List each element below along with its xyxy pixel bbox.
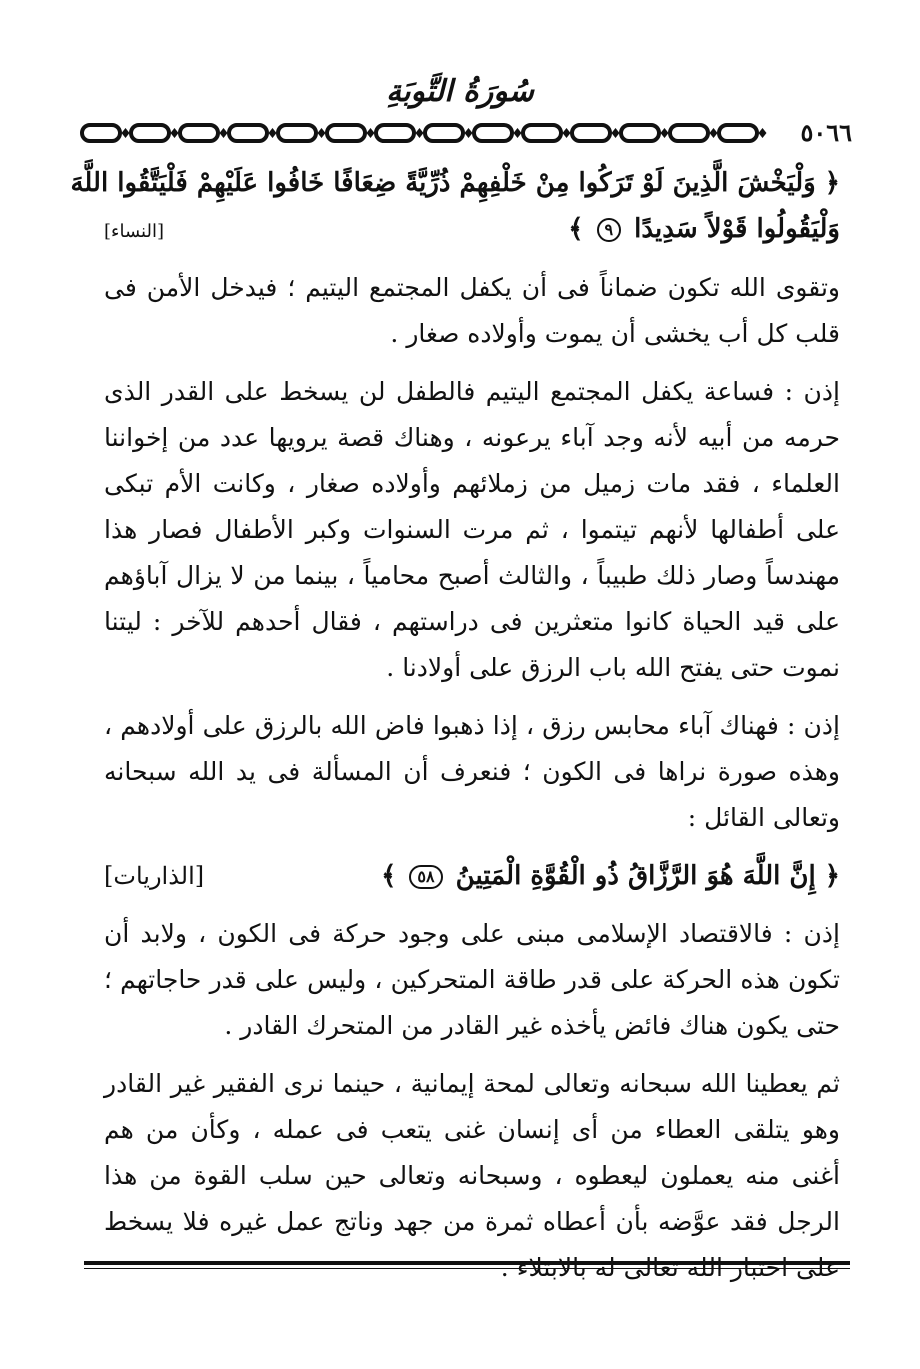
verse-nisa-line-2-row	[104, 206, 840, 255]
page-number: ٥٠٦٦	[800, 118, 852, 147]
chain-diamond	[514, 128, 522, 138]
verse-nisa-line-2-wrap	[568, 206, 840, 252]
paragraph-2: إذن : فساعة يكفل المجتمع اليتيم فالطفل لن يسخط على القدر الذى حرمه من أبيه لأنه وجد آباء يرعونه ، وهناك قصة يرويها عدد من إخواننا العلماء ، فقد مات زميل من زملائهم وأولاده صغار ، وكانت الأم تبكى على أطفالها لأنهم تيتموا ، ثم مرت السنوات وكبر الأطفال فصار هذا مهندساً وصار ذلك طبيباً ، والثالث أصبح محامياً ، بينما من لا يزال آباؤهم على قيد الحياة كانوا متعثرين فى دراستهم ، فقال أحدهم للآخر : ليتنا نموت حتى يفتح الله باب الرزق على أولادنا .	[104, 377, 840, 682]
chain-link	[278, 125, 316, 141]
chain-diamond	[612, 128, 620, 138]
chain-link	[131, 125, 169, 141]
chain-diamond	[171, 128, 179, 138]
chain-link	[425, 125, 463, 141]
verse-block-nisa	[70, 160, 840, 255]
chain-diamond	[563, 128, 571, 138]
chain-link	[82, 125, 120, 141]
footer-rule-thick	[84, 1261, 850, 1265]
chain-link	[523, 125, 561, 141]
surah-title: سُورَةُ التَّوبَةِ	[386, 74, 534, 109]
verse-dhariyat-wrap	[381, 853, 840, 899]
chain-diamond	[759, 128, 767, 138]
verse-closing-bracket: ﴾	[568, 214, 584, 244]
verse-block-dhariyat	[104, 853, 840, 899]
chain-link	[670, 125, 708, 141]
chain-diamond	[122, 128, 130, 138]
chain-diamond	[465, 128, 473, 138]
chain-link	[327, 125, 365, 141]
surah-reference-nisa: [النساء]	[104, 221, 164, 242]
ayah-number-marker: ٩	[597, 218, 622, 242]
paragraph-3: إذن : فهناك آباء محابس رزق ، إذا ذهبوا فاض الله بالرزق على أولادهم ، وهذه صورة نراها فى الكون ؛ فنعرف أن المسألة فى يد الله سبحانه وتعالى القائل :	[104, 711, 840, 832]
chain-link	[719, 125, 757, 141]
verse-closing-bracket: ﴾	[381, 861, 397, 891]
footer-rule-thin	[84, 1268, 850, 1269]
surah-reference-dhariyat: [الذاريات]	[104, 862, 205, 890]
paragraph-5: ثم يعطينا الله سبحانه وتعالى لمحة إيمانية ، حينما نرى الفقير غير القادر وهو يتلقى العطاء من أى إنسان غنى يتعب فى عمله ، وكأن من هم أغنى منه يعملون ليعطوه ، وسبحانه وتعالى حين سلب القوة من هذا الرجل فقد عوَّضه بأن أعطاه ثمرة من جهد وناتج عمل غيره فلا يسخط	[104, 1069, 840, 1236]
chain-diamond	[710, 128, 718, 138]
chain-ornament	[78, 120, 778, 146]
chain-diamond	[269, 128, 277, 138]
chain-link	[229, 125, 267, 141]
verse-dhariyat-text: ﴿ إِنَّ اللَّهَ هُوَ الرَّزَّاقُ ذُو الْقُوَّةِ الْمَتِينُ	[455, 861, 840, 891]
footer-rule	[84, 1261, 850, 1269]
chain-link	[621, 125, 659, 141]
chain-diamond	[220, 128, 228, 138]
chain-link	[572, 125, 610, 141]
chain-diamond	[661, 128, 669, 138]
verse-nisa-line-1: ﴿ وَلْيَخْشَ الَّذِينَ لَوْ تَرَكُوا مِنْ خَلْفِهِمْ ذُرِّيَّةً ضِعَافًا خَافُوا عَلَيْهِمْ فَلْيَتَّقُوا اللَّهَ	[70, 168, 840, 198]
verse-nisa-line-2: وَلْيَقُولُوا قَوْلاً سَدِيدًا	[634, 214, 840, 244]
chain-link	[474, 125, 512, 141]
ayah-number-marker: ٥٨	[409, 865, 442, 889]
chain-diamond	[318, 128, 326, 138]
chain-diamond	[416, 128, 424, 138]
header-band	[78, 120, 852, 146]
chain-link	[376, 125, 414, 141]
page-content	[70, 160, 840, 1303]
paragraph-4: إذن : فالاقتصاد الإسلامى مبنى على وجود حركة فى الكون ، ولابد أن تكون هذه الحركة على قدر طاقة المتحركين ، وليس على قدر حاجاتهم ؛ حتى يكون هناك فائض يأخذه غير القادر من المتحرك القادر .	[104, 919, 840, 1040]
paragraph-1: وتقوى الله تكون ضماناً فى أن يكفل المجتمع اليتيم ؛ فيدخل الأمن فى قلب كل أب يخشى أن يموت وأولاده صغار .	[104, 273, 840, 348]
chain-link	[180, 125, 218, 141]
chain-diamond	[367, 128, 375, 138]
